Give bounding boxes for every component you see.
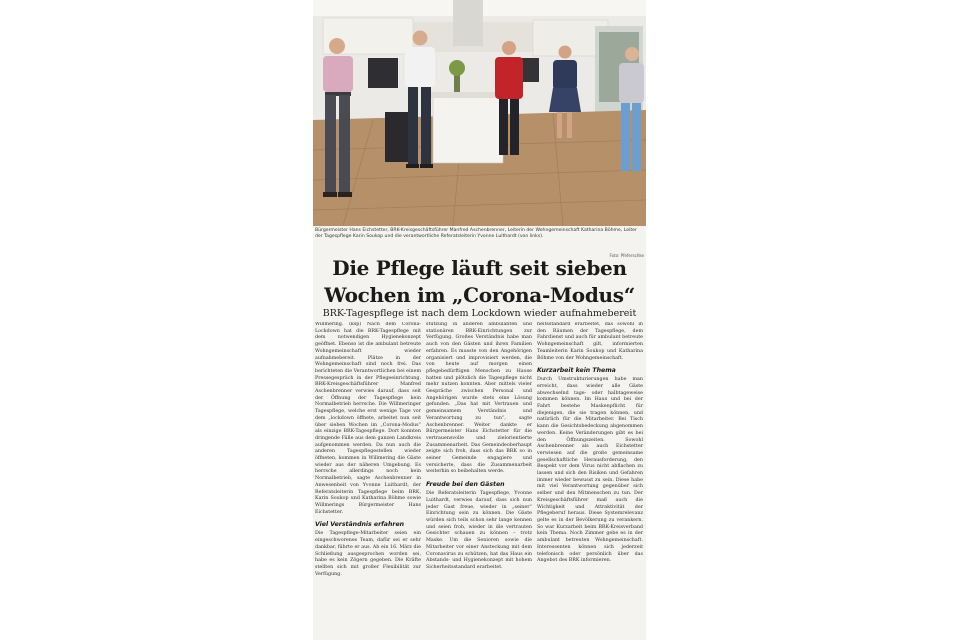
article-headline (313, 255, 646, 309)
column-1-text: Willmering. (ksp) Nach dem Corona-Lockdown hat die BRK-Tagespflege mit dem notwendigen Hygienekonzept geöffnet. Ebenso ist die ambulant betreute Wohngemeinschaft wieder aufnahmebereit. Plätze in der Wohngemeinschaft sind noch frei. Das berichteten die Verantwortlichen bei einem Pressegespräch in der Pflegeeinrichtung. BRK-Kreisgeschäftsführer Manfred Aschenbrenner verwies darauf, dass seit der Öffnung der Tagespflege kein Normalbetrieb herrsche. Die Willmeringer Tagespflege, welche erst wenige Tage vor dem „lockdown öffnete, arbeitet nun seit über sieben Wochen im „Corona-Modus“ als einzige BRK-Tagespflege. Dort konnten dringende Fälle aus dem ganzen Landkreis aufgenommen werden. Da nun auch die anderen Tagespflegestellen wieder öffneten, kommen in Willmering die Gäste wieder aus der näheren Umgebung. Es herrsche allerdings noch kein Normalbetrieb, sagte Aschenbrenner in Anwesenheit von Yvonne Luithardt, der Referatsleiterin Tagespflege beim BRK, Karin Soukop und Katharina Böhme sowie Willmerings Bürgermeister Hans Eichstetter. (315, 322, 421, 515)
article-photo (313, 0, 646, 226)
column-1-text-2: Die Tagespflege-Mitarbeiter seien ein eingeschworenes Team, dafür sei er sehr dankbar, führte er aus. Ab ein 16. März die Schließung ausgesprochen worden sei, habe es kein Zögern gegeben. Die Kräfte stellten sich mit großer Flexibilität zur Verfügung. (315, 531, 421, 577)
photo-caption: Bürgermeister Hans Eichstetter, BRK-Kreisgeschäftsführer Manfred Aschenbrenner, Leiterin der Wohngemeinschaft Katharina Böhme, Leiter der Tagespflege Karin Soukop und die verantwortliche Referatsleiterin Yvonne Luithardt (von links). (315, 228, 637, 240)
column-3-text-2: Durch Umstrukturierungen habe man erreicht, dass wieder alle Gäste abwechselnd tage- oder halbtageweise kommen können. Im Haus und bei der Fahrt bestehe Maskenpflicht für diejenigen, die sie tragen können, und natürlich für die Mitarbeiter. Bei Tisch kann die Gesichtsbedeckung abgenommen werden. Keine Veränderungen gibt es bei den Öffnungszeiten. Sowohl Aschenbrenner als auch Eichstetter verwiesen auf die große gemeinsame gesellschaftliche Herausforderung, den Respekt vor dem Virus nicht abflachen zu lassen und sich den Risiken und Gefahren immer wieder bewusst zu sein. Diese habe mit viel Verantwortung gegenüber sich selber und den Mitmenschen zu tun. Der Kreisgeschäftsführer maß auch die Wichtigkeit und Attraktivität der Pflegeberuf heraus. Diese Systemrelevanz gelte es in der Bevölkerung zu verankern. So war Kurzarbeit beim BRK-Kreisverband kein Thema. Noch Zimmer gebe es in der ambulant betreuten Wohngemeinschaft. Interessenten können sich jederzeit telefonisch oder persönlich über das Angebot des BRK informieren. (537, 377, 643, 564)
article-column-1 (315, 322, 421, 640)
newspaper-page (313, 0, 646, 640)
headline-line-2: Wochen im „Corona-Modus“ (324, 283, 635, 307)
photo-credit: Foto: Pfeferschke (609, 253, 644, 258)
headline-line-1: Die Pflege läuft seit sieben (332, 256, 627, 280)
column-2-text-2: Die Referatsleiterin Tagespflege, Yvonne Luithardt, verwies darauf, dass sich nun jeder Gast freue, wieder in „seiner“ Einrichtung sein zu können. Die Gäste würden sich teils schon sehr lange kennen und seien froh, wieder in die vertrauten Gesichter schauen zu können – trotz Maske. Um die Senioren sowie die Mitarbeiter vor einer Ansteckung mit dem Coronavirus zu schützen, hat das Haus ein Abstands- und Hygienekonzept mit hohem Sicherheitsstandard erarbeitet. (426, 491, 532, 570)
article-subheadline: BRK-Tagespflege ist nach dem Lockdown wieder aufnahmebereit (322, 308, 637, 319)
article-column-3 (537, 322, 643, 640)
column-2-subheading: Freude bei den Gästen (426, 481, 505, 489)
article-column-2 (426, 322, 532, 640)
column-3-subheading: Kurzarbeit kein Thema (537, 367, 616, 375)
column-3-text: heitsstandard erarbeitet, das sowohl in den Räumen der Tagespflege, dem Fahrdienst und auch für ambulant betreute Wohngemeinschaft gilt, informierten Teamleiterin Karin Soukop und Katharina Böhme von der Wohngemeinschaft. (537, 322, 643, 361)
column-2-text: stützung in anderen ambulanten und stationären BRK-Einrichtungen zur Verfügung. Großes Verständnis habe man auch von den Gästen und ihren Familien erfahren. Es musste von den Angehörigen organisiert und improvisiert werden, die von heute auf morgen einen pflegebedürftigen Menschen zu Hause hatten und plötzlich die Tagespflege nicht mehr nutzen konnten. Aber mittels vieler Gespräche zwischen Personal und Angehörigen wurde stets eine Lösung gefunden. „Das hat mit Vertrauen und gemeinsamem Verständnis und Verantwortung zu tun“, sagte Aschenbrenner. Weiter dankte er Bürgermeister Hans Eichstetter für die vertrauensvolle und zielorientierte Zusammenarbeit. Das Gemeindeoberhaupt zeigte sich froh, dass sich das BRK so in seiner Gemeinde engagiere und versicherte, dass die Zusammenarbeit weiterhin so beibehalten werde. (426, 322, 532, 475)
column-1-subheading: Viel Verständnis erfahren (315, 521, 405, 529)
